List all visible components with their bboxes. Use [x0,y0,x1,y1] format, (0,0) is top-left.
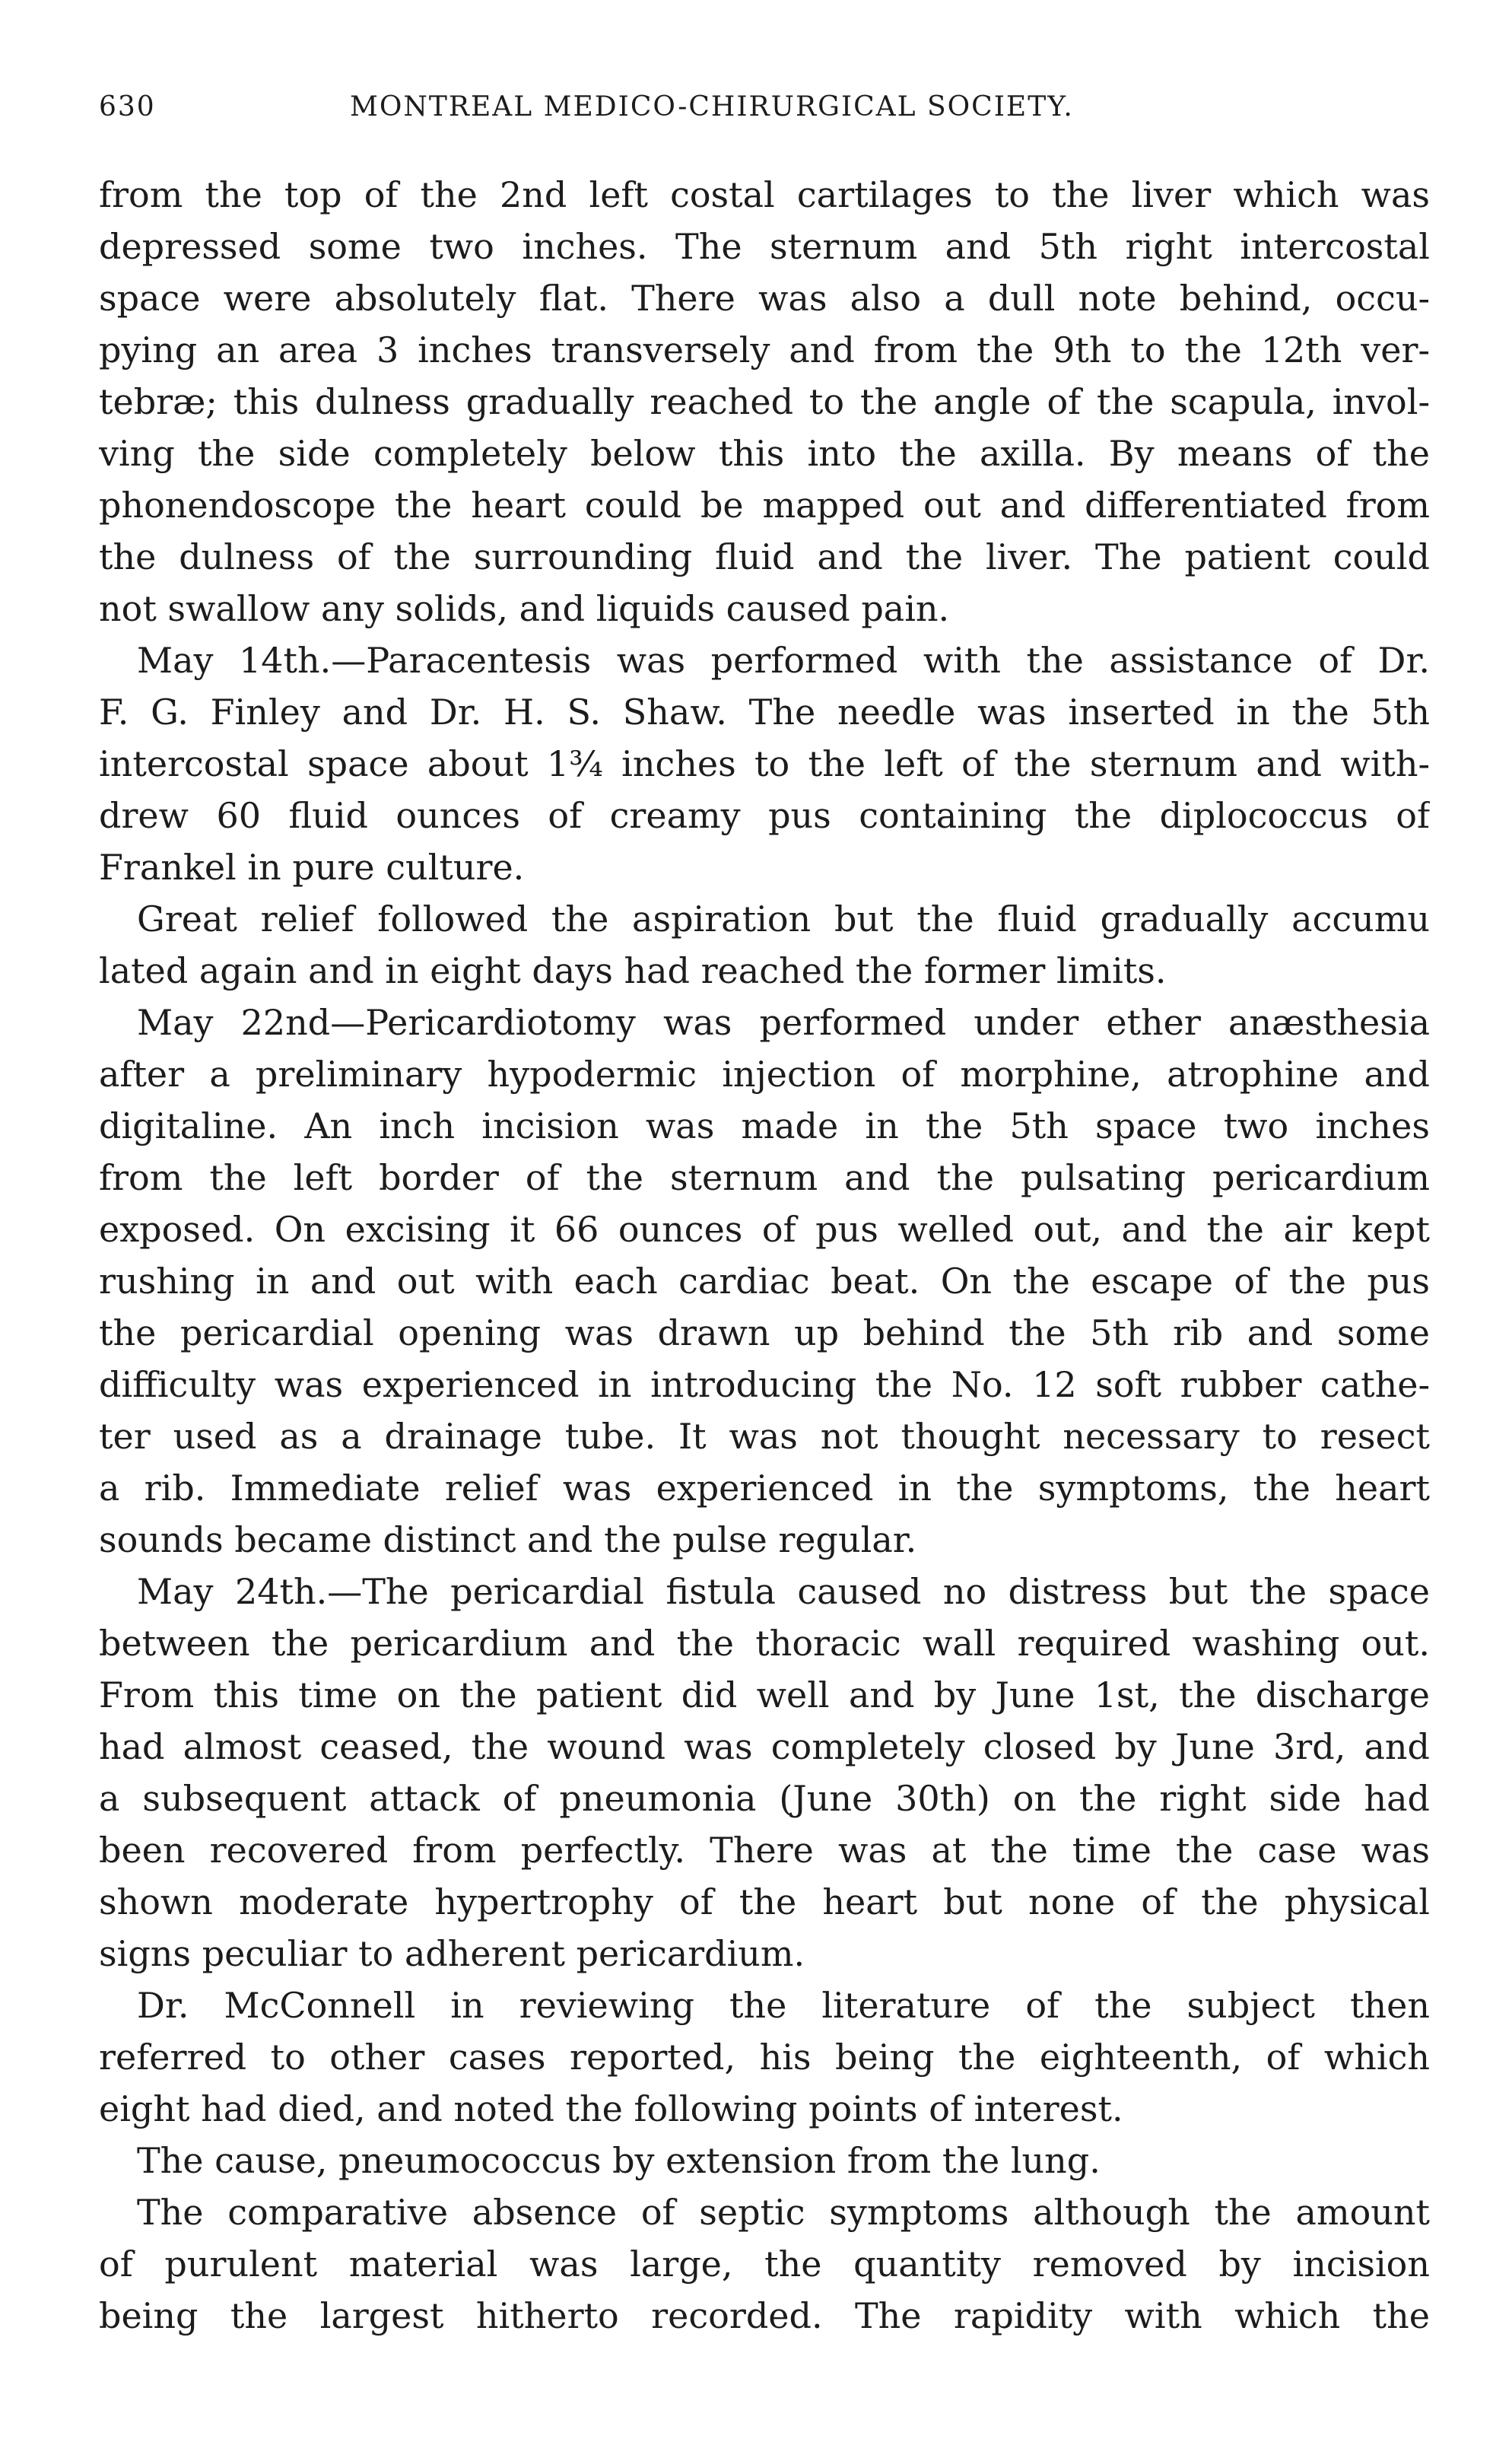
text-line: lated again and in eight days had reached the former limits. [99,950,1167,991]
text-line: a subsequent attack of pneumonia (June 30th) on the right side had [99,1778,1430,1819]
text-line: pying an area 3 inches transversely and from the 9th to the 12th ver- [99,329,1430,370]
text-line: from the top of the 2nd left costal cartilages to the liver which was [99,174,1430,215]
text-line: the pericardial opening was drawn up behind the 5th rib and some [99,1312,1430,1353]
text-line: a rib. Immediate relief was experienced in the symptoms, the heart [99,1467,1430,1509]
text-line: Dr. McConnell in reviewing the literature of the subject then [137,1985,1430,2026]
text-line: of purulent material was large, the quantity removed by incision [99,2243,1430,2285]
article-body [99,169,1430,2342]
text-line: after a preliminary hypodermic injection of morphine, atrophine and [99,1054,1430,1095]
text-line: ving the side completely below this into the axilla. By means of the [99,433,1430,474]
text-line: tebræ; this dulness gradually reached to the angle of the scapula, invol- [99,381,1430,422]
text-line: being the largest hitherto recorded. The rapidity with which the [99,2295,1430,2336]
text-line: May 14th.—Paracentesis was performed with the assistance of Dr. [137,640,1430,681]
text-line: From this time on the patient did well and by June 1st, the discharge [99,1674,1430,1716]
text-line: Great relief followed the aspiration but the fluid gradually accumu [137,898,1430,940]
text-line: rushing in and out with each cardiac beat. On the escape of the pus [99,1261,1430,1302]
text-line: been recovered from perfectly. There was at the time the case was [99,1830,1430,1871]
text-line: May 22nd—Pericardiotomy was performed under ether anæsthesia [137,1002,1430,1043]
text-line: exposed. On excising it 66 ounces of pus welled out, and the air kept [99,1209,1430,1250]
text-line: difficulty was experienced in introducing the No. 12 soft rubber cathe- [99,1364,1430,1405]
text-line: between the pericardium and the thoracic wall required washing out. [99,1623,1430,1664]
text-line: intercostal space about 1¾ inches to the left of the sternum and with- [99,743,1430,784]
text-line: from the left border of the sternum and the pulsating pericardium [99,1157,1430,1198]
text-line: Frankel in pure culture. [99,847,525,888]
text-line: F. G. Finley and Dr. H. S. Shaw. The needle was inserted in the 5th [99,692,1430,733]
text-line: The cause, pneumococcus by extension from the lung. [137,2140,1101,2181]
text-line: space were absolutely flat. There was also a dull note behind, occu- [99,278,1430,319]
text-line: May 24th.—The pericardial fistula caused no distress but the space [137,1571,1430,1612]
page [99,91,1430,2342]
text-line: the dulness of the surrounding fluid and the liver. The patient could [99,536,1430,577]
text-line: depressed some two inches. The sternum and 5th right intercostal [99,226,1430,267]
text-line: had almost ceased, the wound was completely closed by June 3rd, and [99,1726,1430,1767]
text-line: ter used as a drainage tube. It was not thought necessary to resect [99,1416,1430,1457]
text-line: drew 60 fluid ounces of creamy pus containing the diplococcus of [99,795,1430,836]
page-number: 630 [99,91,156,122]
running-head [99,91,1430,137]
journal-title: MONTREAL MEDICO-CHIRURGICAL SOCIETY. [350,91,1074,122]
text-line: phonendoscope the heart could be mapped out and differentiated from [99,485,1430,526]
text-line: shown moderate hypertrophy of the heart but none of the physical [99,1881,1430,1922]
text-line: not swallow any solids, and liquids caused pain. [99,588,950,629]
text-line: digitaline. An inch incision was made in the 5th space two inches [99,1105,1430,1146]
text-line: signs peculiar to adherent pericardium. [99,1933,805,1974]
text-line: eight had died, and noted the following points of interest. [99,2088,1123,2129]
text-line: The comparative absence of septic symptoms although the amount [137,2192,1430,2233]
text-line: sounds became distinct and the pulse regular. [99,1519,917,1560]
text-line: referred to other cases reported, his being the eighteenth, of which [99,2037,1430,2078]
